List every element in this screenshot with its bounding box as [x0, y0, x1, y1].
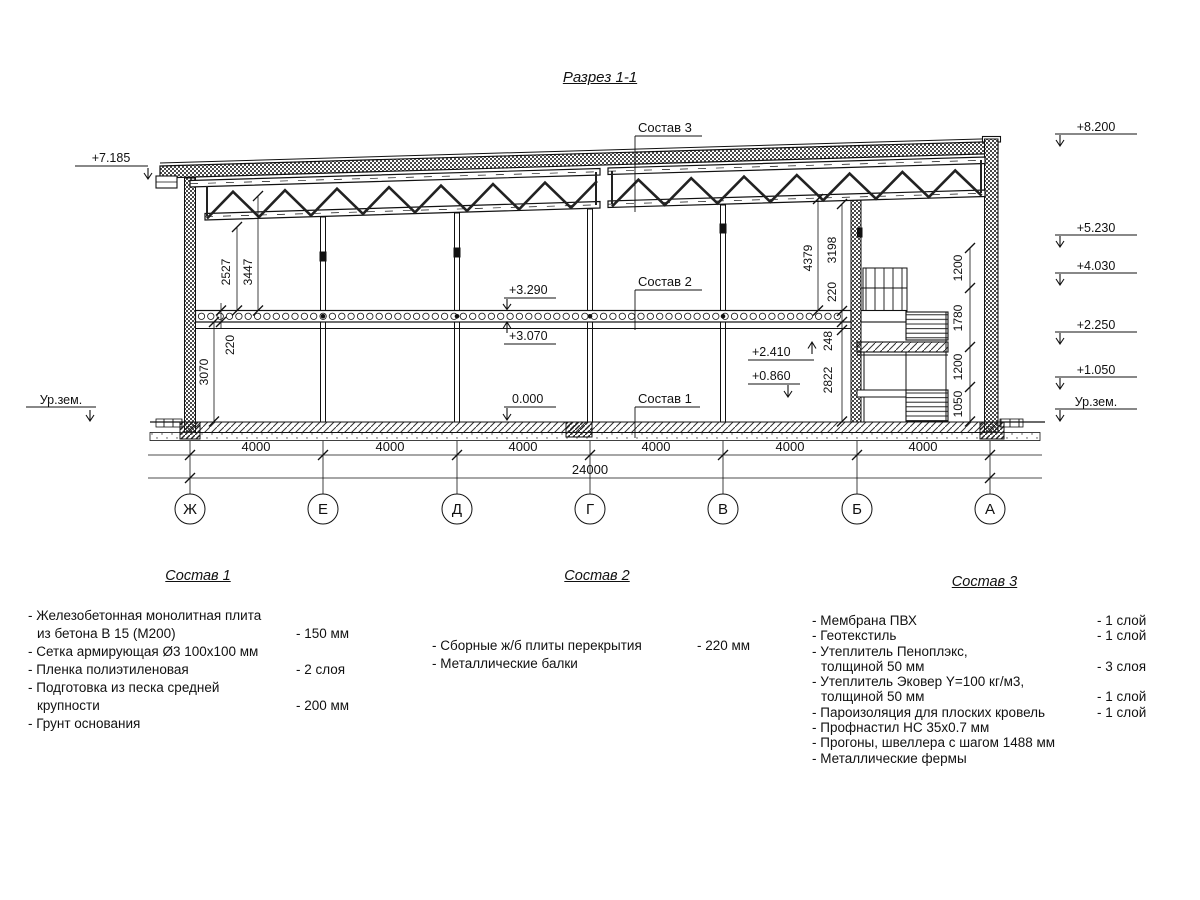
stair-flight-lower	[906, 390, 948, 421]
list-item: - Пленка полиэтиленовая - 2 слоя	[28, 662, 346, 677]
dim-3070: 3070	[197, 358, 211, 386]
stair-landing	[857, 342, 948, 352]
list-item: - Сетка армирующая Ø3 100x100 мм	[28, 644, 259, 659]
ground-level-left: Ур.зем.	[39, 393, 83, 407]
footing	[180, 422, 200, 439]
sand-bed	[150, 433, 1040, 441]
composition-1-title: Состав 1	[165, 568, 231, 584]
dim-220-right: 220	[825, 281, 839, 303]
dim-3447: 3447	[241, 258, 255, 286]
list-item: - Прогоны, швеллера с шагом 1488 мм	[812, 735, 1056, 751]
drawing-title: Разрез 1-1	[562, 69, 638, 86]
level-landing-down: +0.860	[752, 369, 791, 383]
grid-label-g: Г	[585, 501, 595, 518]
elevation-right-3: +4.030	[1076, 259, 1116, 273]
column-splice-mark	[858, 228, 863, 237]
apron-left	[156, 419, 182, 427]
bay-dim-1: 4000	[241, 439, 271, 454]
composition-2-title: Состав 2	[564, 568, 630, 584]
list-item: - Профнастил НС 35х0.7 мм	[812, 720, 990, 736]
stair-railing	[863, 268, 907, 311]
list-item: - Металлические балки	[432, 656, 578, 671]
list-item: толщиной 50 мм - 3 слоя	[821, 658, 1147, 674]
list-item: - Пароизоляция для плоских кровель - 1 слой	[812, 704, 1147, 720]
grid-label-d: Д	[451, 501, 463, 518]
callout-sostav-3: Состав 3	[638, 120, 692, 135]
list-item: толщиной 50 мм - 1 слой	[821, 689, 1147, 705]
bay-dim-5: 4000	[775, 439, 805, 454]
elevation-right-2: +5.230	[1076, 221, 1116, 235]
dim-4379: 4379	[801, 244, 815, 272]
list-item: - Утеплитель Пеноплэкс,	[812, 643, 968, 659]
level-arrow	[144, 168, 152, 179]
dim-stair-1780: 1780	[951, 304, 965, 332]
elevation-left: +7.185	[91, 151, 131, 165]
grid-label-v: В	[717, 501, 729, 518]
column-splice-mark	[320, 252, 326, 261]
composition-3-title: Состав 3	[951, 574, 1018, 590]
bay-dim-4: 4000	[641, 439, 671, 454]
dim-2527: 2527	[219, 258, 233, 286]
list-item: - Мембрана ПВХ - 1 слой	[812, 613, 1147, 628]
composition-3-block	[812, 574, 1157, 766]
composition-2-block	[432, 568, 762, 673]
staircase	[857, 268, 948, 422]
grid-label-e: Е	[317, 501, 329, 518]
footing	[566, 422, 592, 437]
stair-landing-lower	[857, 390, 906, 397]
list-item: - Утеплитель Эковер Y=100 кг/м3,	[812, 674, 1025, 690]
stair-flight-upper	[906, 312, 948, 340]
elevation-right-1: +8.200	[1076, 120, 1116, 134]
dim-2822: 2822	[821, 366, 835, 394]
right-wall	[985, 139, 999, 432]
total-dim: 24000	[571, 462, 609, 477]
dim-3198: 3198	[825, 236, 839, 264]
list-item: - Подготовка из песка средней	[28, 680, 220, 695]
bay-dim-3: 4000	[508, 439, 538, 454]
level-slab-bottom: +3.070	[509, 329, 548, 343]
dim-stair-1200b: 1200	[951, 353, 965, 381]
dim-stair-1200a: 1200	[951, 254, 965, 282]
list-item: - Грунт основания	[28, 716, 141, 731]
apron-right	[1000, 419, 1023, 427]
list-item: - Железобетонная монолитная плита	[28, 608, 262, 623]
dim-stair-1050: 1050	[951, 390, 965, 418]
column-splice-mark	[454, 248, 460, 257]
column-splice-mark	[720, 224, 726, 233]
dim-248: 248	[821, 330, 835, 352]
grid-label-a: А	[984, 501, 996, 518]
list-item: - Металлические фермы	[812, 750, 967, 766]
bay-dim-2: 4000	[375, 439, 405, 454]
list-item: из бетона В 15 (М200) - 150 мм	[37, 626, 350, 641]
floor-slab	[196, 311, 852, 329]
left-wall	[185, 178, 196, 432]
list-item: - Геотекстиль - 1 слой	[812, 628, 1147, 644]
elevation-right-5: +1.050	[1076, 363, 1116, 377]
grid-label-zh: Ж	[183, 501, 197, 518]
list-item: - Сборные ж/б плиты перекрытия - 220 мм	[432, 638, 751, 653]
ground-works	[150, 419, 1045, 441]
ground-level-right: Ур.зем.	[1074, 395, 1118, 409]
elevation-right-4: +2.250	[1076, 318, 1116, 332]
composition-1-block	[28, 568, 368, 733]
level-landing-up: +2.410	[752, 345, 791, 359]
level-floor: 0.000	[512, 392, 544, 406]
callout-sostav-1: Состав 1	[638, 391, 692, 406]
callout-sostav-2: Состав 2	[638, 274, 692, 289]
list-item: крупности - 200 мм	[37, 698, 350, 713]
dim-220-left: 220	[223, 334, 237, 356]
level-slab-top: +3.290	[509, 283, 548, 297]
bay-dim-6: 4000	[908, 439, 938, 454]
grid-label-b: Б	[852, 501, 862, 518]
